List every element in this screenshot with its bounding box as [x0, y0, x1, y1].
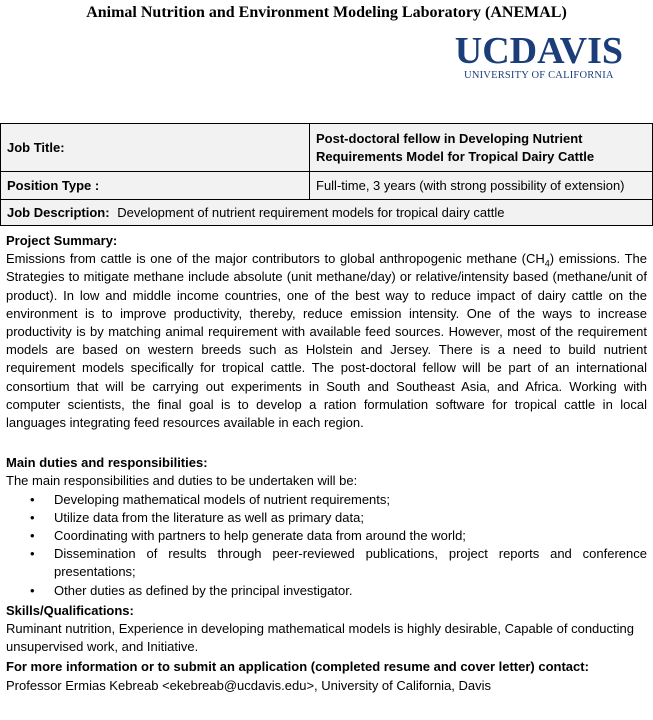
bullet-icon: •: [30, 509, 35, 525]
duty-text: Developing mathematical models of nutrient requirements;: [54, 491, 391, 507]
list-item: [30, 545, 647, 581]
duty-text: Coordinating with partners to help generate data from around the world;: [54, 528, 466, 544]
skills-text: Ruminant nutrition, Experience in developing mathematical models is highly desirable, Capable of conducting unsupervised work, and Initiative.: [6, 621, 634, 655]
job-description-row: [1, 200, 653, 226]
main-content: [6, 232, 647, 695]
duties-list: [6, 491, 647, 600]
list-item: [30, 527, 647, 545]
duties-intro: The main responsibilities and duties to be undertaken will be:: [6, 473, 358, 489]
project-summary-heading: Project Summary:: [6, 233, 118, 248]
list-item: [30, 509, 647, 527]
list-item: [30, 491, 647, 509]
job-description-value: Development of nutrient requirement models for tropical dairy cattle: [117, 205, 505, 220]
lab-title: Animal Nutrition and Environment Modeling Laboratory (ANEMAL): [86, 4, 567, 21]
job-title-value: [310, 124, 653, 172]
job-title-row: [1, 124, 653, 172]
duty-text: Utilize data from the literature as well as primary data;: [54, 509, 364, 525]
position-type-value: Full-time, 3 years (with strong possibility of extension): [310, 172, 653, 200]
job-description-label: Job Description:: [7, 205, 110, 220]
ucdavis-logo: [454, 30, 623, 81]
position-type-row: [1, 172, 653, 200]
position-type-label: Position Type :: [1, 172, 310, 200]
job-title-line-2: Requirements Model for Tropical Dairy Cattle: [316, 148, 595, 164]
project-summary-text: [6, 250, 647, 432]
logo-davis: DAVIS: [509, 30, 623, 72]
logo-subtitle: UNIVERSITY OF CALIFORNIA: [464, 70, 614, 81]
job-description-cell: [1, 200, 653, 226]
list-item: [30, 582, 647, 600]
summary-text-part-2: ) emissions. The Strategies to mitigate methane include absolute (unit methane/day) or relative/intensity based (methane/unit of product). In low and middle income countries, one of the best way to reduce impact of dairy cattle on the environment is to improve productivity, thereby, reduce emission intensity. One of the ways to increase productivity is by matching animal requirement with available feed sources. However, most of the requirement models are based on western breeds such as Holstein and Jersey. There is a need to build nutrient requirement models specifically for tropical cattle. The post-doctoral fellow will be part of an international consortium that will be carrying out experiments in South and Southeast Asia, and Africa. Working with computer scientists, the final goal is to develop a ration formulation software for tropical cattle in local languages integrating feed resources available in each region.: [6, 251, 647, 431]
logo-uc: UC: [454, 30, 510, 72]
duties-heading: Main duties and responsibilities:: [6, 455, 208, 471]
logo-wordmark: [454, 30, 623, 72]
duty-text: Dissemination of results through peer-reviewed publications, project reports and conference presentations;: [54, 546, 647, 580]
bullet-icon: •: [30, 546, 35, 562]
bullet-icon: •: [30, 528, 35, 544]
duty-text: Other duties as defined by the principal investigator.: [54, 582, 353, 598]
job-title-label: Job Title:: [1, 124, 310, 172]
bullet-icon: •: [30, 582, 35, 598]
skills-heading: Skills/Qualifications:: [6, 602, 134, 618]
job-info-table: [0, 123, 653, 226]
summary-text-part-1: Emissions from cattle is one of the major contributors to global anthropogenic methane (CH: [6, 251, 545, 267]
formula-subscript: 4: [544, 258, 550, 269]
bullet-icon: •: [30, 491, 35, 507]
job-title-line-1: Post-doctoral fellow in Developing Nutrient: [316, 130, 583, 146]
contact-text: Professor Ermias Kebreab <ekebreab@ucdavis.edu>, University of California, Davis: [6, 677, 492, 693]
contact-heading: For more information or to submit an application (completed resume and cover letter) contact:: [6, 659, 589, 675]
